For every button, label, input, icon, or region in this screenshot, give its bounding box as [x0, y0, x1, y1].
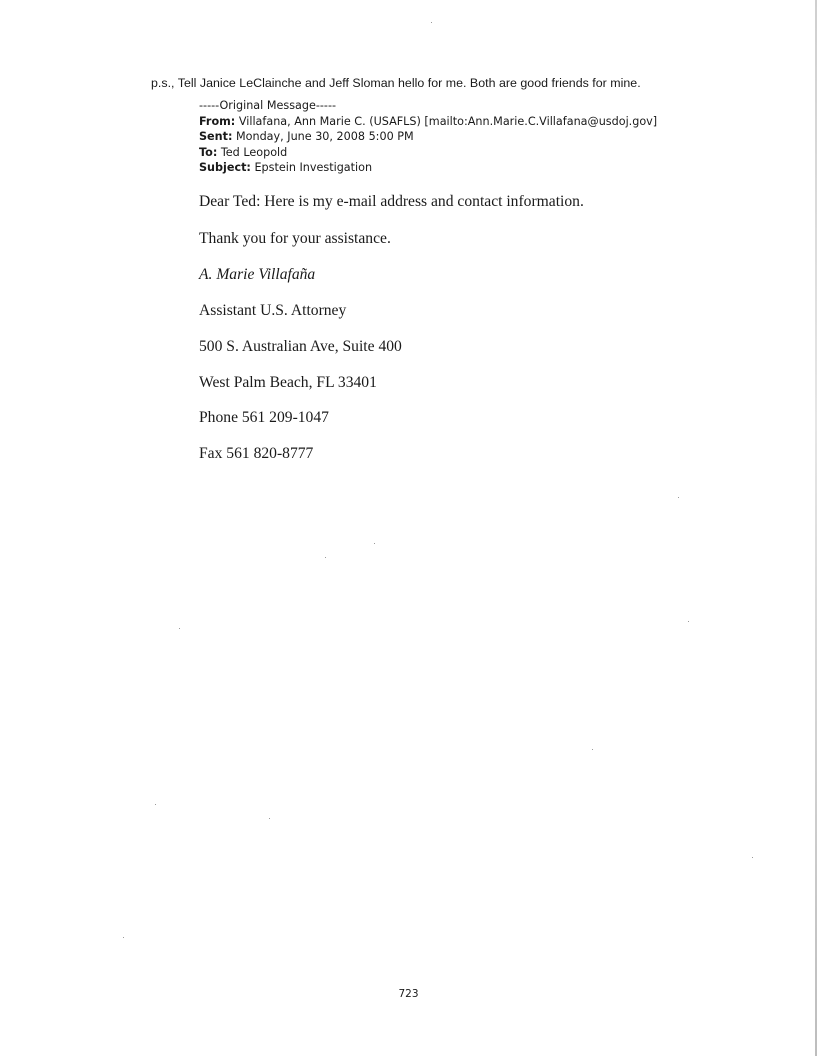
- scan-speck: [155, 804, 156, 805]
- original-message-separator: -----Original Message-----: [199, 99, 337, 112]
- to-row: [199, 145, 657, 161]
- scan-speck: [678, 497, 679, 498]
- email-header: [199, 98, 657, 176]
- scan-speck: [325, 557, 326, 558]
- to-label: To:: [199, 145, 218, 159]
- sent-label: Sent:: [199, 130, 233, 143]
- signature-name: A. Marie Villafaña: [199, 266, 316, 283]
- sent-value: Monday, June 30, 2008 5:00 PM: [232, 130, 414, 143]
- scan-speck: [752, 857, 753, 858]
- fax-line: Fax 561 820-8777: [199, 445, 314, 462]
- scan-speck: [592, 749, 593, 750]
- from-label: From:: [199, 114, 236, 128]
- scan-speck: [688, 621, 689, 622]
- greeting-line: Dear Ted: Here is my e-mail address and contact information.: [199, 193, 584, 210]
- signature-title: Assistant U.S. Attorney: [199, 302, 347, 319]
- scan-speck: [374, 543, 375, 544]
- phone-line: Phone 561 209-1047: [199, 409, 329, 426]
- subject-label: Subject:: [199, 161, 251, 174]
- scan-speck: [123, 937, 124, 938]
- subject-row: [199, 160, 657, 176]
- page-number: 723: [398, 988, 419, 1000]
- address-line-2: West Palm Beach, FL 33401: [199, 374, 377, 391]
- to-value: Ted Leopold: [217, 145, 288, 159]
- from-row: [199, 114, 657, 130]
- from-value: Villafana, Ann Marie C. (USAFLS) [mailto:Ann.Marie.C.Villafana@usdoj.gov]: [235, 114, 658, 128]
- address-line-1: 500 S. Australian Ave, Suite 400: [199, 338, 402, 355]
- scan-speck: [269, 818, 270, 819]
- scan-speck: [179, 628, 180, 629]
- thanks-line: Thank you for your assistance.: [199, 230, 391, 247]
- subject-value: Epstein Investigation: [250, 161, 373, 174]
- postscript-line: p.s., Tell Janice LeClainche and Jeff Sloman hello for me. Both are good friends for mine.: [151, 76, 641, 90]
- scan-speck: [431, 22, 432, 23]
- sent-row: [199, 129, 657, 145]
